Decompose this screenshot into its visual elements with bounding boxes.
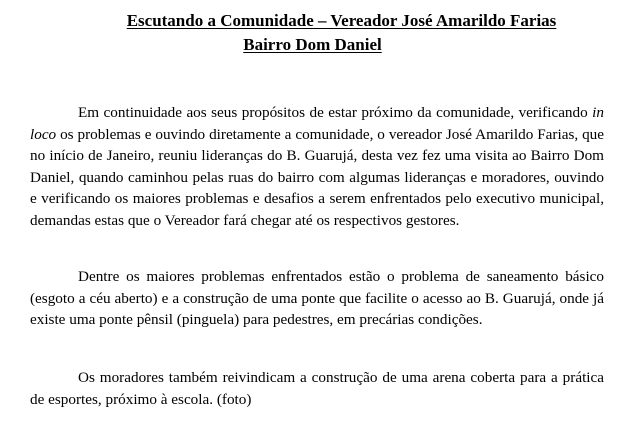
paragraph-2-text: Dentre os maiores problemas enfrentados estão o problema de saneamento básico (esgoto a céu aberto) e a construção de uma ponte que facilite o acesso ao B. Guarujá, onde já existe uma ponte pênsil (pinguela) para pedestres, em precárias condições. (30, 268, 604, 328)
paragraph-2 (30, 266, 604, 331)
paragraph-1-text-end: os problemas e ouvindo diretamente a comunidade, o vereador José Amarildo Farias, que no início de Janeiro, reuniu lideranças do B. Guarujá, desta vez fez uma visita ao Bairro Dom Daniel, quando caminhou pelas ruas do bairro com algumas lideranças e moradores, ouvindo e verificando os maiores problemas e desafios a serem enfrentados pelo executivo municipal, demandas estas que o Vereador fará chegar até os respectivos gestores. (30, 125, 604, 229)
title-line-1: Escutando a Comunidade – Vereador José Amarildo Farias (126, 11, 557, 30)
paragraph-1 (30, 102, 604, 231)
paragraph-3 (30, 367, 604, 410)
paragraph-3-text: Os moradores também reivindicam a construção de uma arena coberta para a prática de esportes, próximo à escola. (foto) (30, 369, 604, 408)
document-title (0, 9, 617, 57)
title-line-2: Bairro Dom Daniel (243, 35, 382, 54)
paragraph-1-text-start: Em continuidade aos seus propósitos de estar próximo da comunidade, verificando (78, 104, 593, 121)
paragraph-1-italic-text: in loco (30, 104, 604, 143)
